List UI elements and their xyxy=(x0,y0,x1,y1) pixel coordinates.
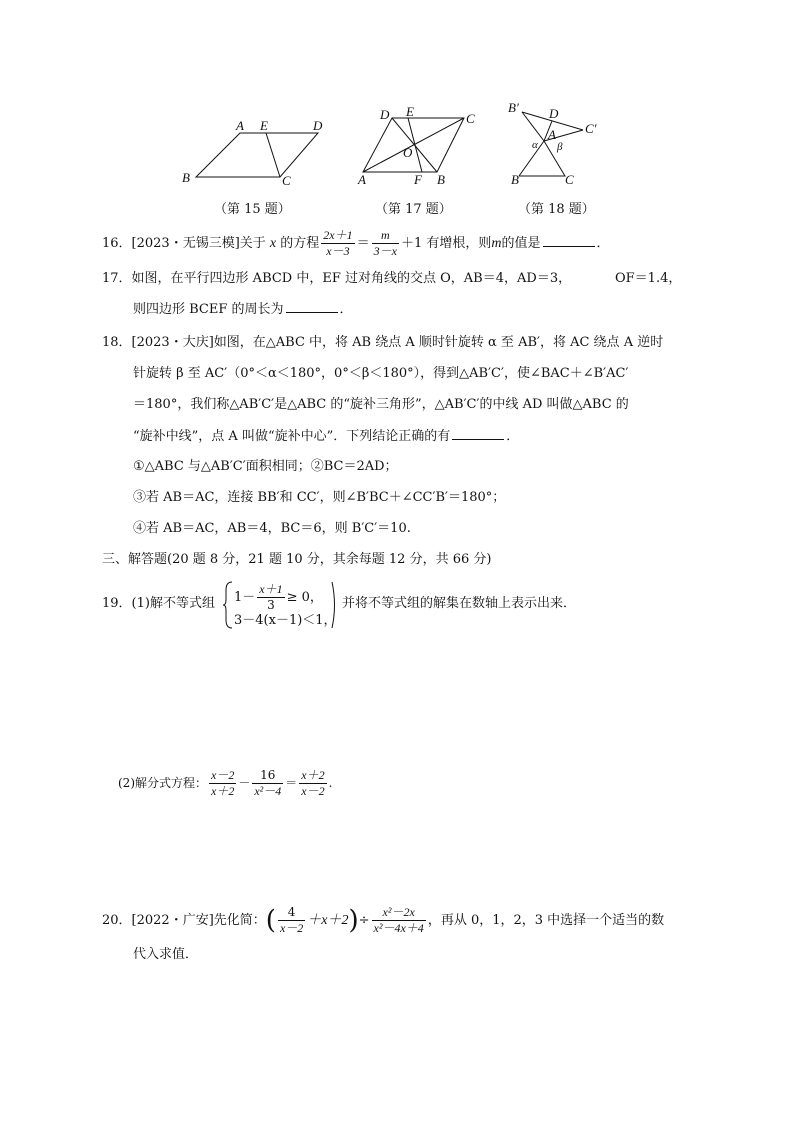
q19-left-brace xyxy=(222,580,234,630)
q19-part1-text: (1)解不等式组 xyxy=(131,596,215,611)
fig15-label-E: E xyxy=(260,118,268,133)
q20-frac-2: $\frac{\text{x²－2x}}{\text{x²－4x＋4}}$ xyxy=(373,905,424,935)
fig18-label-C-prime: C′ xyxy=(585,121,597,136)
q19-frac-1: $\frac{x-2}{x+2}$ xyxy=(211,768,235,798)
fig15-label-C: C xyxy=(282,173,291,188)
q16-fraction-1: $\frac{2x+1}{x-3}$ xyxy=(323,228,353,258)
fig18-label-A: A xyxy=(548,127,556,142)
q19-ineq2-text: 3－4(x－1)＜1， xyxy=(234,613,337,628)
q18-number: 18． xyxy=(102,335,132,350)
question-17-line1 xyxy=(102,270,571,288)
fig15-label-D: D xyxy=(313,118,323,133)
q19-equals: ＝ xyxy=(285,776,298,790)
q18-line1-text: [2023・大庆]如图，在△ABC 中，将 AB 绕点 A 顺时针旋转 α 至 AB′，将 AC 绕点 A 逆时 xyxy=(131,335,664,350)
q16-number: 16． xyxy=(102,236,132,251)
figure-18 xyxy=(505,100,610,188)
q19-minus: － xyxy=(238,776,251,790)
q19-inequality-1 xyxy=(234,582,323,613)
fig18-label-beta: β xyxy=(557,141,563,153)
q16-var-m: m xyxy=(491,236,502,251)
fig18-label-B-prime: B′ xyxy=(508,100,519,115)
fig17-label-A: A xyxy=(358,172,366,187)
q18-line3-text: ＝180°，我们称△AB′C′是△ABC 的“旋补三角形”，△AB′C′的中线 AD 叫做△ABC 的 xyxy=(133,397,629,412)
q19-number: 19． xyxy=(102,596,132,611)
figure-18-caption: （第 18 题） xyxy=(518,202,595,217)
q18-option-1-2-text: ①△ABC 与△AB′C′面积相同；②BC＝2AD； xyxy=(133,459,398,474)
q20-line2-text: 代入求值． xyxy=(133,947,199,962)
question-18-line1 xyxy=(102,334,663,352)
fig18-label-alpha: α xyxy=(532,139,538,151)
q17-answer-blank[interactable] xyxy=(286,300,338,313)
question-20-line2 xyxy=(133,946,198,964)
q20-divide: ÷ xyxy=(358,913,370,928)
q17-line1b-text: OF＝1.4， xyxy=(615,271,682,286)
q19-frac-2: $\frac{16}{\text{x²－4}}$ xyxy=(254,768,282,798)
q16-text1: 关于 xyxy=(239,236,270,251)
fig18-label-D: D xyxy=(549,106,559,121)
q18-line4-end: ． xyxy=(506,429,520,444)
fig18-label-B: B xyxy=(511,172,519,187)
q19-inequality-2 xyxy=(234,612,337,630)
q16-answer-blank[interactable] xyxy=(543,234,595,247)
q17-end: ． xyxy=(339,302,353,317)
q16-end: ． xyxy=(596,236,610,251)
q16-equals: ＝ xyxy=(356,236,370,251)
q19-end: . xyxy=(328,776,333,790)
figure-15-caption: （第 15 题） xyxy=(214,202,291,217)
figure-18-diagram xyxy=(505,100,610,188)
q20-right-paren: ) xyxy=(348,905,359,936)
figure-15-diagram xyxy=(178,116,338,196)
question-20-line1 xyxy=(102,905,664,936)
q17-number: 17． xyxy=(102,271,132,286)
q16-var-x: x xyxy=(269,236,277,251)
q19-ineq1-a: 1－ xyxy=(234,590,256,605)
question-19-part1-label xyxy=(102,595,215,613)
q20-plus-term: ＋x＋2 xyxy=(307,913,349,928)
q20-tail-text: ，再从 0，1，2，3 中选择一个适当的数 xyxy=(427,913,665,928)
q18-option-3-text: ③若 AB＝AC，连接 BB′和 CC′，则∠B′BC＋∠CC′B′＝180°； xyxy=(133,490,506,505)
q20-left-paren: ( xyxy=(265,905,276,936)
q16-source: [2023・无锡三模] xyxy=(131,236,240,251)
q19-part2-text: (2)解分式方程： xyxy=(118,776,207,790)
question-17-line1b xyxy=(615,270,681,288)
q16-text2: 的方程 xyxy=(276,236,320,251)
q19-tail xyxy=(342,595,576,613)
q17-line1-text: 如图，在平行四边形 ABCD 中，EF 过对角线的交点 O，AB＝4，AD＝3， xyxy=(131,271,572,286)
q18-option-4-text: ④若 AB＝AC，AB＝4，BC＝6，则 B′C′＝10. xyxy=(133,521,411,536)
question-18-option-3 xyxy=(133,489,505,507)
q18-answer-blank[interactable] xyxy=(452,427,504,440)
fig17-label-E: E xyxy=(406,104,414,119)
question-18-line4 xyxy=(133,427,519,446)
q20-source: [2022・广安]先化简： xyxy=(131,913,266,928)
figure-15 xyxy=(178,116,338,196)
fig18-label-C: C xyxy=(565,172,574,187)
section-3-title-text: 三、解答题(20 题 8 分，21 题 10 分，其余每题 12 分，共 66 分) xyxy=(102,552,492,567)
q16-text3: ＋1 有增根，则 xyxy=(400,236,492,251)
question-19-part2 xyxy=(118,768,332,799)
question-16 xyxy=(102,228,610,259)
q18-line4-text: “旋补中线”，点 A 叫做“旋补中心”．下列结论正确的有 xyxy=(133,429,451,444)
question-17-line2 xyxy=(133,300,353,319)
q16-fraction-2: $\frac{m}{3-x}$ xyxy=(373,228,397,258)
figure-17 xyxy=(350,104,485,190)
q20-number: 20． xyxy=(102,913,132,928)
fig17-label-O: O xyxy=(403,145,413,160)
fig17-label-D: D xyxy=(380,107,390,122)
q19-tail-text: 并将不等式组的解集在数轴上表示出来． xyxy=(342,596,577,611)
question-18-line3 xyxy=(133,396,629,414)
fig17-label-B: B xyxy=(437,172,445,187)
question-18-line2 xyxy=(133,365,628,383)
q20-frac-1: $\frac{4}{x-2}$ xyxy=(279,905,304,935)
fig15-label-A: A xyxy=(236,118,244,133)
fig17-label-C: C xyxy=(466,111,475,126)
q17-line2-text: 则四边形 BCEF 的周长为 xyxy=(133,302,284,317)
question-18-option-4 xyxy=(133,520,411,538)
q16-text4: 的值是 xyxy=(501,236,541,251)
q19-right-paren xyxy=(330,580,340,630)
figure-17-diagram xyxy=(350,104,485,190)
figure-17-caption: （第 17 题） xyxy=(375,202,452,217)
fig15-label-B: B xyxy=(182,170,190,185)
q19-ineq1-fraction: $\frac{x+1}{3}$ xyxy=(259,582,283,612)
fig17-label-F: F xyxy=(414,172,422,187)
q19-ineq1-b: ≥ 0， xyxy=(286,590,323,605)
section-3-title xyxy=(102,551,491,569)
question-18-option-1-2 xyxy=(133,458,398,476)
q18-line2-text: 针旋转 β 至 AC′（0°＜α＜180°，0°＜β＜180°），得到△AB′C′，使∠BAC＋∠B′AC′ xyxy=(133,366,629,381)
q19-frac-3: $\frac{x+2}{x-2}$ xyxy=(301,768,325,798)
